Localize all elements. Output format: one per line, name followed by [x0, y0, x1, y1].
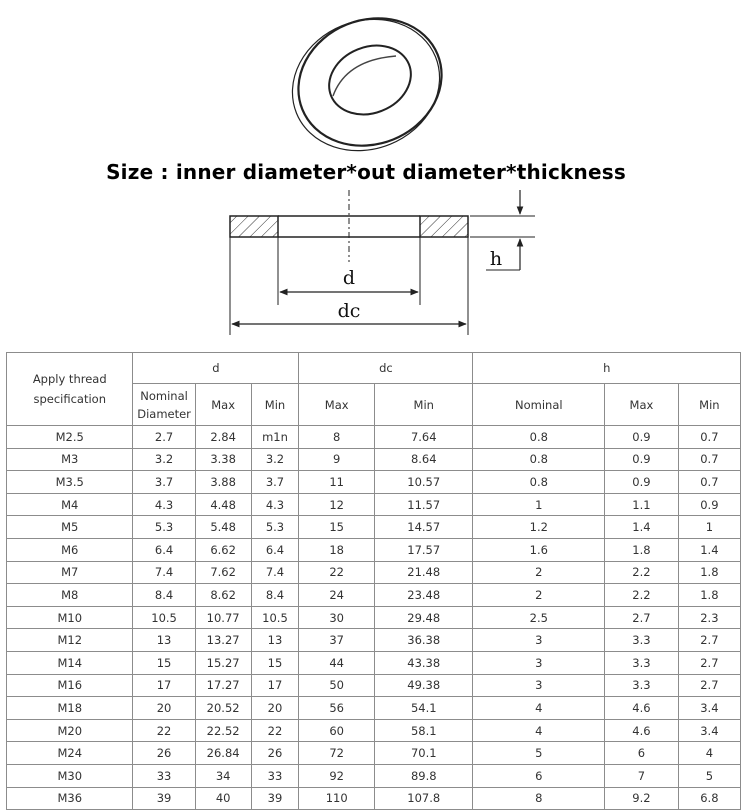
cell-d-max: 26.84	[195, 742, 251, 765]
cell-h-nominal: 2.5	[473, 606, 605, 629]
table-row	[7, 606, 741, 629]
cell-d-min: 13	[251, 629, 299, 652]
cell-d-min: 20	[251, 697, 299, 720]
cell-d-max: 8.62	[195, 584, 251, 607]
cell-h-max: 1.4	[605, 516, 679, 539]
table-row	[7, 584, 741, 607]
cell-d-nominal: 2.7	[133, 426, 195, 449]
table-row	[7, 719, 741, 742]
cell-h-max: 2.2	[605, 584, 679, 607]
label-h: h	[489, 248, 503, 270]
cell-h-nominal: 6	[473, 764, 605, 787]
cell-d-max: 7.62	[195, 561, 251, 584]
cell-thread-spec: M8	[7, 584, 133, 607]
cell-dc-min: 107.8	[375, 787, 473, 810]
cell-dc-min: 8.64	[375, 448, 473, 471]
cell-dc-max: 18	[299, 538, 375, 561]
cell-dc-min: 49.38	[375, 674, 473, 697]
cell-thread-spec: M14	[7, 651, 133, 674]
cell-h-min: 2.7	[678, 674, 740, 697]
cell-dc-min: 7.64	[375, 426, 473, 449]
cell-h-nominal: 4	[473, 697, 605, 720]
cell-d-max: 3.38	[195, 448, 251, 471]
cell-dc-min: 21.48	[375, 561, 473, 584]
table-row	[7, 538, 741, 561]
subheader-d-nominal: Nominal Diameter	[133, 384, 195, 426]
cell-d-nominal: 22	[133, 719, 195, 742]
cell-dc-min: 36.38	[375, 629, 473, 652]
subheader-d-max: Max	[195, 384, 251, 426]
cell-dc-min: 54.1	[375, 697, 473, 720]
subheader-d-min: Min	[251, 384, 299, 426]
cell-dc-min: 10.57	[375, 471, 473, 494]
cell-d-min: 33	[251, 764, 299, 787]
header-dc: dc	[299, 353, 473, 384]
cell-dc-min: 14.57	[375, 516, 473, 539]
cell-dc-min: 89.8	[375, 764, 473, 787]
cell-dc-max: 9	[299, 448, 375, 471]
cell-h-nominal: 8	[473, 787, 605, 810]
table-row	[7, 448, 741, 471]
cell-h-nominal: 2	[473, 561, 605, 584]
cell-h-max: 2.2	[605, 561, 679, 584]
cell-h-max: 2.7	[605, 606, 679, 629]
cell-thread-spec: M5	[7, 516, 133, 539]
cell-d-max: 40	[195, 787, 251, 810]
table-row	[7, 674, 741, 697]
header-apply-thread: Apply thread specification	[7, 353, 133, 426]
table-row	[7, 426, 741, 449]
cell-d-max: 2.84	[195, 426, 251, 449]
cell-d-nominal: 4.3	[133, 493, 195, 516]
cell-h-min: 1.8	[678, 561, 740, 584]
cell-h-min: 2.7	[678, 629, 740, 652]
cell-h-min: 0.9	[678, 493, 740, 516]
cell-dc-min: 43.38	[375, 651, 473, 674]
cell-thread-spec: M20	[7, 719, 133, 742]
cell-thread-spec: M7	[7, 561, 133, 584]
table-row	[7, 651, 741, 674]
cell-d-nominal: 13	[133, 629, 195, 652]
cell-dc-max: 12	[299, 493, 375, 516]
cell-dc-min: 17.57	[375, 538, 473, 561]
cell-thread-spec: M16	[7, 674, 133, 697]
cell-dc-max: 22	[299, 561, 375, 584]
subheader-dc-min: Min	[375, 384, 473, 426]
cell-d-min: 39	[251, 787, 299, 810]
cell-h-max: 4.6	[605, 719, 679, 742]
cell-d-nominal: 15	[133, 651, 195, 674]
table-row	[7, 516, 741, 539]
cell-thread-spec: M2.5	[7, 426, 133, 449]
cell-h-min: 3.4	[678, 719, 740, 742]
cell-h-nominal: 1.2	[473, 516, 605, 539]
cell-h-min: 1.8	[678, 584, 740, 607]
cell-dc-max: 72	[299, 742, 375, 765]
cell-d-nominal: 6.4	[133, 538, 195, 561]
cell-dc-max: 30	[299, 606, 375, 629]
cell-d-nominal: 10.5	[133, 606, 195, 629]
subheader-h-max: Max	[605, 384, 679, 426]
cell-d-min: 10.5	[251, 606, 299, 629]
cell-h-max: 6	[605, 742, 679, 765]
cell-thread-spec: M6	[7, 538, 133, 561]
cell-h-max: 0.9	[605, 448, 679, 471]
cell-dc-max: 8	[299, 426, 375, 449]
cell-dc-max: 11	[299, 471, 375, 494]
header-h: h	[473, 353, 741, 384]
cell-d-min: 22	[251, 719, 299, 742]
table-row	[7, 471, 741, 494]
table-row	[7, 561, 741, 584]
cell-dc-max: 50	[299, 674, 375, 697]
cell-dc-max: 56	[299, 697, 375, 720]
cell-d-nominal: 39	[133, 787, 195, 810]
cell-h-nominal: 5	[473, 742, 605, 765]
cell-h-max: 1.8	[605, 538, 679, 561]
cell-dc-min: 23.48	[375, 584, 473, 607]
cell-h-min: 1	[678, 516, 740, 539]
cell-d-max: 5.48	[195, 516, 251, 539]
cell-thread-spec: M18	[7, 697, 133, 720]
cell-h-min: 2.7	[678, 651, 740, 674]
cell-thread-spec: M24	[7, 742, 133, 765]
subheader-dc-max: Max	[299, 384, 375, 426]
cell-thread-spec: M30	[7, 764, 133, 787]
cell-d-min: 17	[251, 674, 299, 697]
table-row	[7, 493, 741, 516]
cell-h-min: 1.4	[678, 538, 740, 561]
cell-d-min: 3.2	[251, 448, 299, 471]
cell-d-min: 6.4	[251, 538, 299, 561]
cell-d-nominal: 8.4	[133, 584, 195, 607]
cell-thread-spec: M36	[7, 787, 133, 810]
cell-d-min: 8.4	[251, 584, 299, 607]
table-row	[7, 764, 741, 787]
cell-dc-min: 58.1	[375, 719, 473, 742]
cell-dc-max: 15	[299, 516, 375, 539]
washer-size-table	[6, 352, 741, 810]
cell-h-nominal: 3	[473, 674, 605, 697]
cell-thread-spec: M4	[7, 493, 133, 516]
washer-3d-illustration	[272, 0, 460, 172]
cell-d-min: 15	[251, 651, 299, 674]
cell-d-min: 7.4	[251, 561, 299, 584]
cell-d-nominal: 33	[133, 764, 195, 787]
cell-d-nominal: 20	[133, 697, 195, 720]
cell-d-max: 13.27	[195, 629, 251, 652]
cell-thread-spec: M10	[7, 606, 133, 629]
cell-dc-max: 92	[299, 764, 375, 787]
cell-h-min: 3.4	[678, 697, 740, 720]
cell-h-nominal: 0.8	[473, 471, 605, 494]
cell-dc-min: 11.57	[375, 493, 473, 516]
cell-h-max: 0.9	[605, 471, 679, 494]
cell-d-min: m1n	[251, 426, 299, 449]
cell-d-max: 15.27	[195, 651, 251, 674]
label-d: d	[342, 267, 356, 289]
cell-h-nominal: 0.8	[473, 426, 605, 449]
cell-h-max: 9.2	[605, 787, 679, 810]
cell-h-min: 5	[678, 764, 740, 787]
cell-h-max: 3.3	[605, 674, 679, 697]
cell-h-min: 0.7	[678, 448, 740, 471]
cell-dc-max: 110	[299, 787, 375, 810]
table-row	[7, 787, 741, 810]
cell-dc-min: 70.1	[375, 742, 473, 765]
cell-dc-max: 60	[299, 719, 375, 742]
cell-d-nominal: 26	[133, 742, 195, 765]
cell-h-nominal: 0.8	[473, 448, 605, 471]
cell-dc-min: 29.48	[375, 606, 473, 629]
cell-h-nominal: 3	[473, 629, 605, 652]
table-row	[7, 629, 741, 652]
cell-h-min: 2.3	[678, 606, 740, 629]
header-d: d	[133, 353, 299, 384]
cell-d-nominal: 3.2	[133, 448, 195, 471]
cell-h-nominal: 3	[473, 651, 605, 674]
cell-h-nominal: 1	[473, 493, 605, 516]
cell-h-min: 0.7	[678, 471, 740, 494]
cell-h-max: 0.9	[605, 426, 679, 449]
cell-d-max: 17.27	[195, 674, 251, 697]
cell-h-min: 0.7	[678, 426, 740, 449]
label-dc: dc	[337, 300, 361, 322]
cell-d-max: 34	[195, 764, 251, 787]
cell-d-nominal: 5.3	[133, 516, 195, 539]
cell-d-max: 20.52	[195, 697, 251, 720]
cell-h-max: 4.6	[605, 697, 679, 720]
cell-d-max: 3.88	[195, 471, 251, 494]
subheader-h-min: Min	[678, 384, 740, 426]
cell-h-min: 6.8	[678, 787, 740, 810]
cell-d-min: 26	[251, 742, 299, 765]
cell-d-min: 4.3	[251, 493, 299, 516]
cell-h-nominal: 2	[473, 584, 605, 607]
cell-d-max: 6.62	[195, 538, 251, 561]
cell-d-max: 10.77	[195, 606, 251, 629]
subheader-h-nominal: Nominal	[473, 384, 605, 426]
cell-dc-max: 37	[299, 629, 375, 652]
cell-thread-spec: M3.5	[7, 471, 133, 494]
cell-h-max: 7	[605, 764, 679, 787]
cell-dc-max: 24	[299, 584, 375, 607]
cell-dc-max: 44	[299, 651, 375, 674]
cell-h-nominal: 4	[473, 719, 605, 742]
cell-d-min: 3.7	[251, 471, 299, 494]
cell-d-max: 22.52	[195, 719, 251, 742]
size-caption: Size : inner diameter*out diameter*thickness	[106, 160, 626, 184]
cell-d-nominal: 17	[133, 674, 195, 697]
cell-h-max: 1.1	[605, 493, 679, 516]
cell-thread-spec: M3	[7, 448, 133, 471]
cell-d-nominal: 3.7	[133, 471, 195, 494]
cell-h-nominal: 1.6	[473, 538, 605, 561]
table-row	[7, 697, 741, 720]
table-row	[7, 742, 741, 765]
cell-h-max: 3.3	[605, 651, 679, 674]
cell-d-nominal: 7.4	[133, 561, 195, 584]
cell-thread-spec: M12	[7, 629, 133, 652]
cell-h-max: 3.3	[605, 629, 679, 652]
cell-h-min: 4	[678, 742, 740, 765]
cell-d-min: 5.3	[251, 516, 299, 539]
cell-d-max: 4.48	[195, 493, 251, 516]
